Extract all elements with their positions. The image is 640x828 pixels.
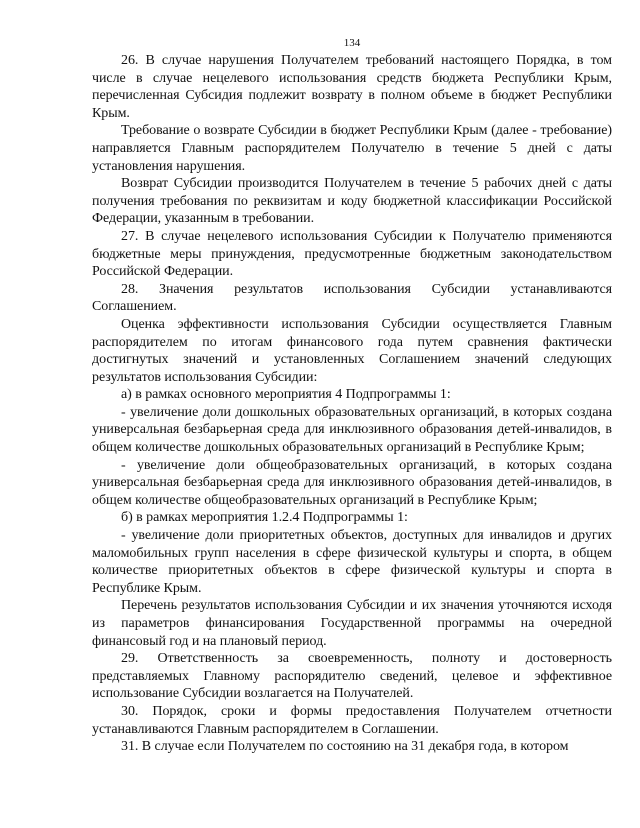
paragraph-return-procedure: Возврат Субсидии производится Получателем в течение 5 рабочих дней с даты получения требования по реквизитам и коду бюджетной классификации Российской Федерации, указанным в требовании.: [92, 176, 612, 227]
paragraph-30-reporting: 30. Порядок, сроки и формы предоставления Получателем отчетности устанавливаются Главным распорядителем в Соглашении.: [92, 703, 612, 737]
list-bullet-preschool: - увеличение доли дошкольных образовательных организаций, в которых создана универсальная безбарьерная среда для инклюзивного образования детей-инвалидов, в общем количестве дошкольных образовательных организаций в Республике Крым;: [92, 404, 612, 456]
list-bullet-sports-facilities: - увеличение доли приоритетных объектов, доступных для инвалидов и других маломобильных групп населения в сфере физической культуры и спорта, в общем количестве приоритетных объектов в сфере физической культуры и спорта в Республике Крым.: [92, 528, 612, 596]
paragraph-efficiency-assessment: Оценка эффективности использования Субсидии осуществляется Главным распорядителем по итогам финансового года путем сравнения фактически достигнутых значений и установленных Соглашением значений следующих результатов использования Субсидии:: [92, 316, 612, 385]
paragraph-31-truncated: 31. В случае если Получателем по состоянию на 31 декабря года, в котором: [121, 739, 569, 755]
paragraph-29-responsibility: 29. Ответственность за своевременность, полноту и достоверность представляемых Главному распорядителю сведений, целевое и эффективное использование Субсидии возлагается на Получателей.: [92, 651, 612, 702]
document-page: [92, 36, 612, 756]
list-item-a: а) в рамках основного мероприятия 4 Подпрограммы 1:: [121, 387, 451, 403]
paragraph-28-results: 28. Значения результатов использования Субсидии устанавливаются Соглашением.: [92, 281, 612, 315]
paragraph-27-enforcement: 27. В случае нецелевого использования Субсидии к Получателю применяются бюджетные меры принуждения, предусмотренные бюджетным законодательством Российской Федерации.: [92, 228, 612, 280]
paragraph-26-return-obligation: 26. В случае нарушения Получателем требований настоящего Порядка, в том числе в случае нецелевого использования средств бюджета Республики Крым, перечисленная Субсидия подлежит возврату в полном объеме в бюджет Республики Крым.: [92, 53, 612, 121]
page-number: 134: [343, 37, 361, 49]
paragraph-return-requirement: Требование о возврате Субсидии в бюджет Республики Крым (далее - требование) направляется Главным распорядителем Получателю в течение 5 дней с даты установления нарушения.: [92, 123, 612, 174]
list-item-b: б) в рамках мероприятия 1.2.4 Подпрограммы 1:: [121, 510, 408, 526]
paragraph-results-clarification: Перечень результатов использования Субсидии и их значения уточняются исходя из параметров финансирования Государственной программы на очередной финансовый год и на плановый период.: [92, 598, 612, 649]
list-bullet-general-education: - увеличение доли общеобразовательных организаций, в которых создана универсальная безбарьерная среда для инклюзивного образования детей-инвалидов, в общем количестве общеобразовательных организаций в Республике Крым;: [92, 457, 612, 508]
